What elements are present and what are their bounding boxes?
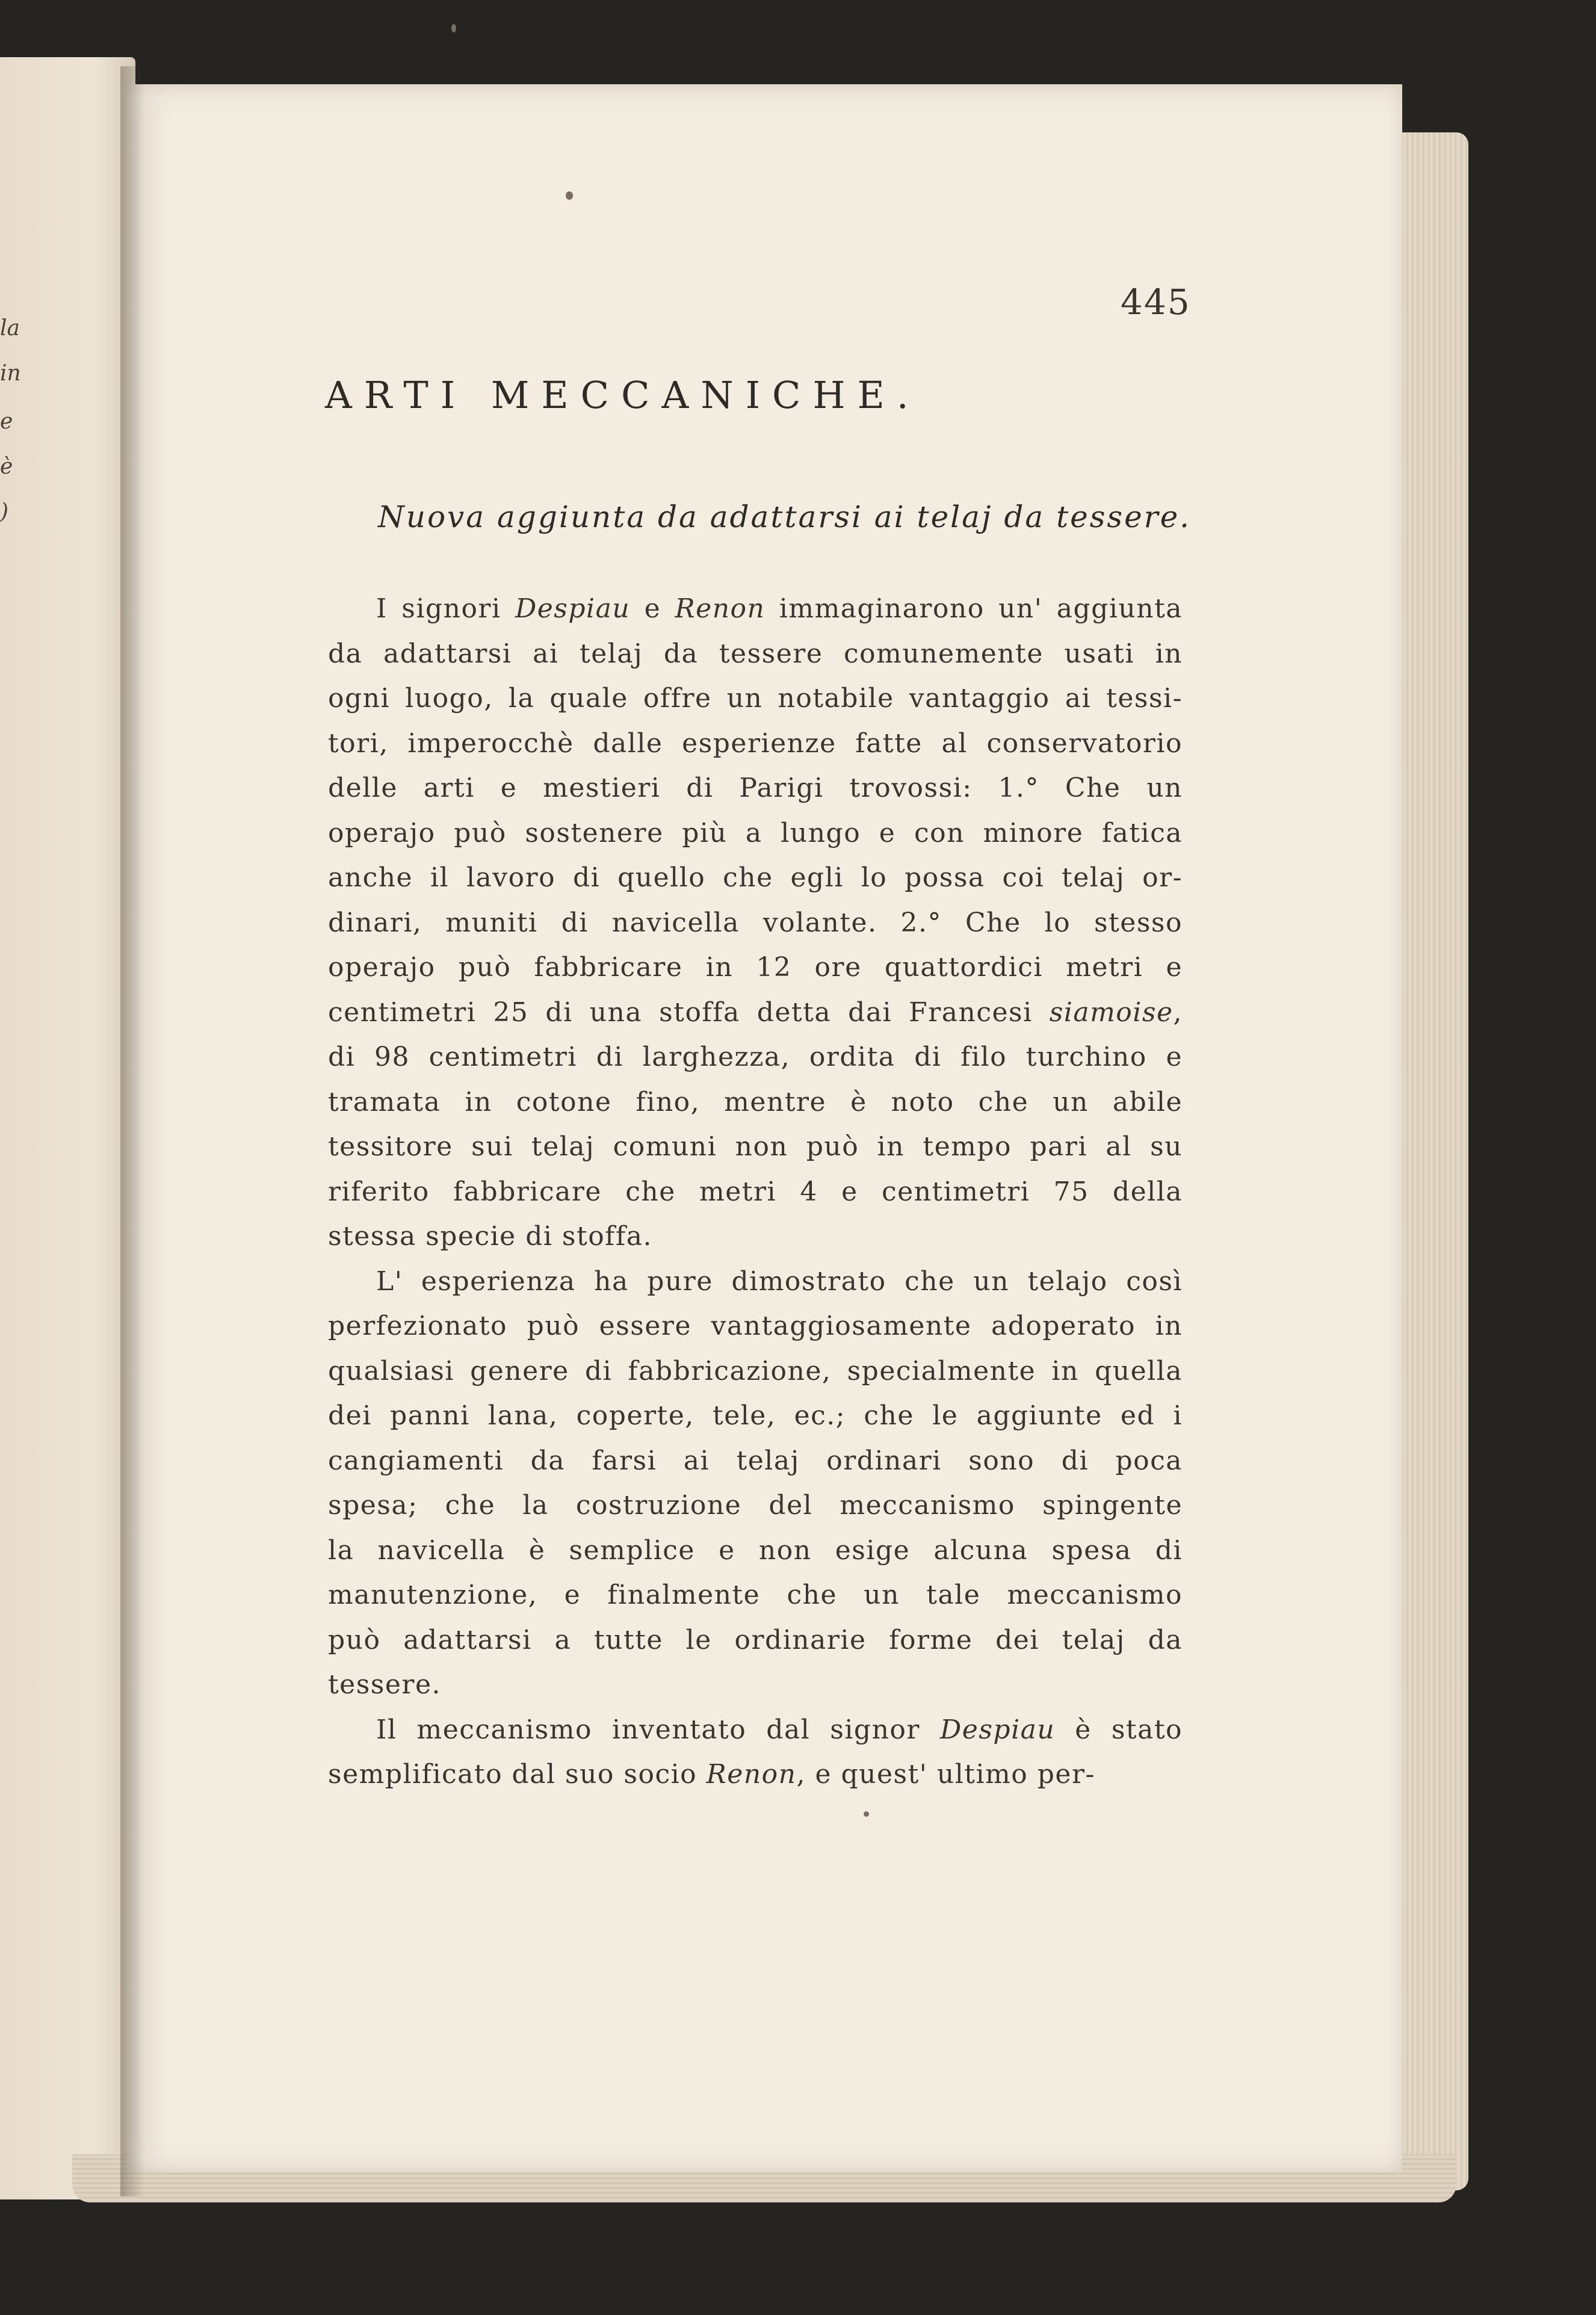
text-line — [328, 1304, 1183, 1349]
text-run: è stato — [1055, 1714, 1183, 1745]
text-run: I signori — [376, 593, 515, 624]
text-run: può adattarsi a tutte le ordinarie forme dei telaj da — [328, 1624, 1183, 1655]
text-line — [328, 587, 1183, 632]
text-run: manutenzione, e finalmente che un tale meccanismo — [328, 1580, 1183, 1610]
text-line — [328, 1349, 1183, 1394]
text-line — [328, 1170, 1183, 1215]
text-run: tori, imperocchè dalle esperienze fatte al conservatorio — [328, 728, 1183, 759]
text-line — [328, 1394, 1183, 1439]
italic-name: Renon — [675, 593, 766, 624]
text-line — [328, 991, 1183, 1036]
edge-fragment: è — [0, 454, 13, 479]
text-line — [328, 632, 1183, 677]
text-run: la navicella è semplice e non esige alcuna spesa di — [328, 1535, 1183, 1566]
paper-speck — [864, 1811, 869, 1817]
text-run: cangiamenti da farsi ai telaj ordinari sono di poca — [328, 1445, 1183, 1476]
section-title: ARTI MECCANICHE. — [325, 373, 921, 417]
text-run: L' esperienza ha pure dimostrato che un telajo così — [376, 1266, 1183, 1297]
text-run: dinari, muniti di navicella volante. 2.° Che lo stesso — [328, 907, 1183, 938]
text-run: e — [630, 593, 675, 624]
book-gutter — [120, 66, 144, 2196]
text-run: stessa specie di stoffa. — [328, 1221, 652, 1252]
text-run: dei panni lana, coperte, tele, ec.; che le aggiunte ed i — [328, 1400, 1183, 1431]
italic-name: siamoise — [1049, 997, 1174, 1028]
text-run: operajo può fabbricare in 12 ore quattordici metri e — [328, 952, 1183, 983]
text-line — [328, 901, 1183, 946]
text-line — [328, 1035, 1183, 1080]
text-run: operajo può sostenere più a lungo e con minore fatica — [328, 817, 1183, 848]
text-run: di 98 centimetri di larghezza, ordita di filo turchino e — [328, 1042, 1183, 1072]
text-line — [328, 1483, 1183, 1528]
text-line — [328, 1573, 1183, 1618]
text-line — [328, 766, 1183, 811]
page-stack-edge — [1396, 132, 1468, 2190]
text-run: perfezionato può essere vantaggiosamente adoperato in — [328, 1311, 1183, 1341]
text-line — [328, 1080, 1183, 1125]
edge-fragment: in — [0, 361, 21, 386]
text-run: da adattarsi ai telaj da tessere comunemente usati in — [328, 638, 1183, 669]
text-line — [328, 811, 1183, 856]
text-line — [328, 676, 1183, 722]
text-run: , — [1173, 997, 1183, 1028]
text-run: immaginarono un' aggiunta — [765, 593, 1183, 624]
text-line — [328, 945, 1183, 991]
text-run: , e quest' ultimo per- — [796, 1759, 1095, 1790]
text-run: semplificato dal suo socio — [328, 1759, 707, 1790]
text-run: delle arti e mestieri di Parigi trovossi: 1.° Che un — [328, 773, 1183, 803]
italic-name: Despiau — [515, 593, 631, 624]
article-subtitle: Nuova aggiunta da adattarsi ai telaj da tessere. — [378, 499, 1192, 534]
body-text — [328, 587, 1183, 1797]
text-run: spesa; che la costruzione del meccanismo spingente — [328, 1490, 1183, 1521]
text-line — [328, 1663, 1183, 1708]
text-line — [328, 1439, 1183, 1484]
paper-speck — [566, 191, 573, 200]
text-line — [328, 1259, 1183, 1305]
edge-fragment: e — [0, 409, 13, 434]
text-line — [328, 856, 1183, 901]
text-line — [328, 1214, 1183, 1259]
text-run: Il meccanismo inventato dal signor — [376, 1714, 940, 1745]
text-run: tessere. — [328, 1669, 441, 1700]
text-line — [328, 1752, 1183, 1797]
text-line — [328, 1618, 1183, 1663]
text-line — [328, 1125, 1183, 1170]
text-run: tramata in cotone fino, mentre è noto che un abile — [328, 1086, 1183, 1117]
text-line — [328, 1528, 1183, 1574]
text-run: tessitore sui telaj comuni non può in tempo pari al su — [328, 1131, 1183, 1162]
text-run: ogni luogo, la quale offre un notabile vantaggio ai tessi- — [328, 683, 1183, 714]
text-line — [328, 1708, 1183, 1753]
text-run: centimetri 25 di una stoffa detta dai Francesi — [328, 997, 1050, 1028]
text-run: anche il lavoro di quello che egli lo possa coi telaj or- — [328, 862, 1183, 893]
page-number: 445 — [1121, 282, 1191, 323]
italic-name: Renon — [706, 1759, 797, 1790]
edge-fragment: la — [0, 316, 20, 341]
italic-name: Despiau — [940, 1714, 1056, 1745]
text-line — [328, 722, 1183, 767]
text-run: qualsiasi genere di fabbricazione, specialmente in quella — [328, 1355, 1183, 1386]
edge-fragment: ) — [0, 499, 9, 524]
paper-speck — [451, 24, 456, 32]
text-run: riferito fabbricare che metri 4 e centimetri 75 della — [328, 1176, 1183, 1207]
